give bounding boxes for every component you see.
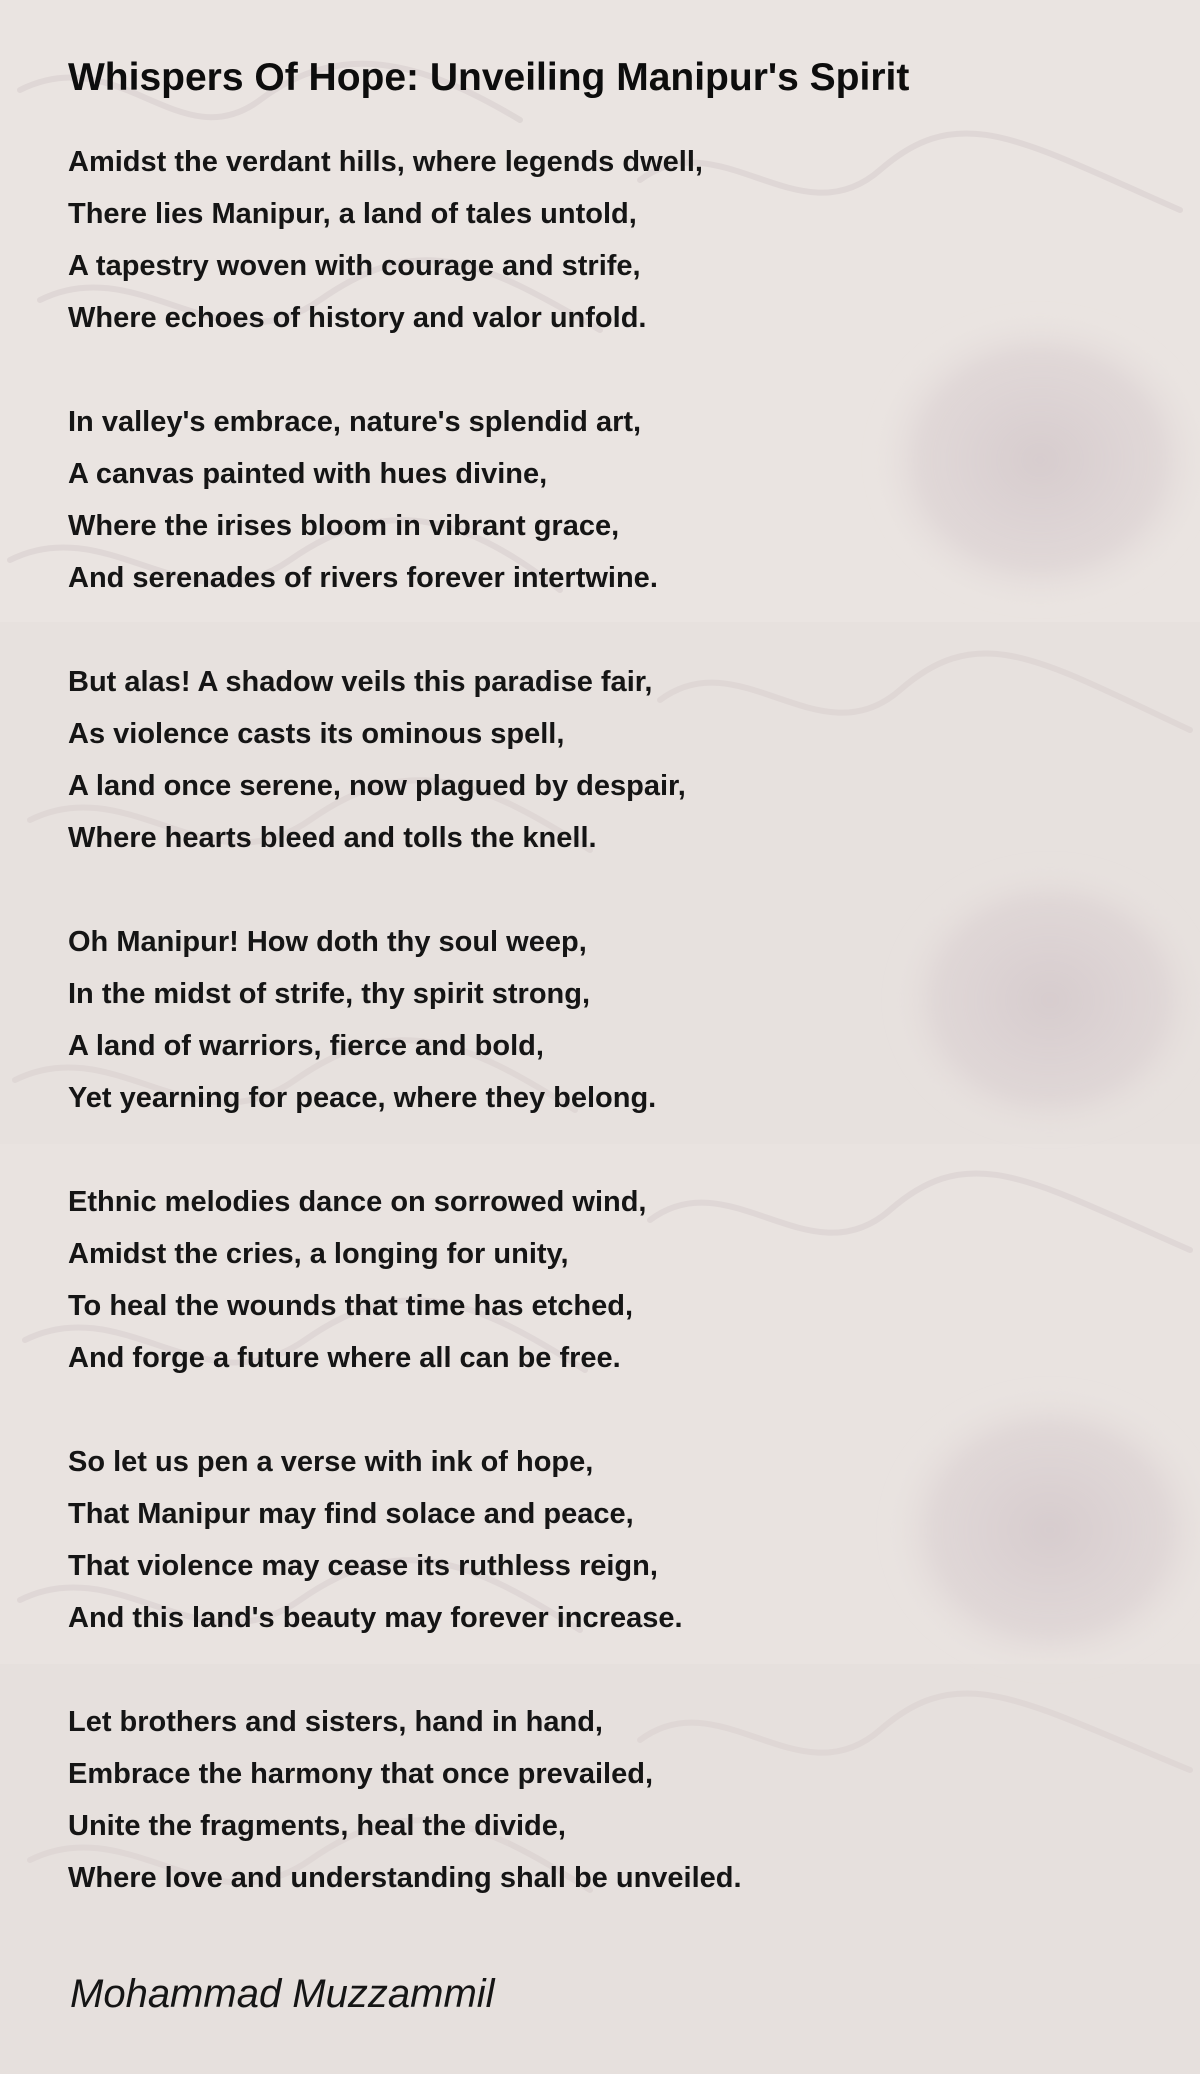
poem-title: Whispers Of Hope: Unveiling Manipur's Spirit [68, 56, 910, 99]
poem-line: And forge a future where all can be free. [68, 1342, 621, 1374]
poem-line: Where hearts bleed and tolls the knell. [68, 822, 597, 854]
poem-line: To heal the wounds that time has etched, [68, 1290, 634, 1322]
poem-line: Oh Manipur! How doth thy soul weep, [68, 926, 587, 958]
stanza [68, 656, 1148, 864]
poem-line: Where the irises bloom in vibrant grace, [68, 510, 620, 542]
stanza [68, 396, 1148, 604]
poem-line: Unite the fragments, heal the divide, [68, 1810, 566, 1842]
stanza [68, 916, 1148, 1124]
stanza [68, 1436, 1148, 1644]
stanza [68, 1176, 1148, 1384]
stanza [68, 136, 1148, 344]
poem-line: Amidst the verdant hills, where legends dwell, [68, 146, 703, 178]
poem-line: So let us pen a verse with ink of hope, [68, 1446, 594, 1478]
poem-line: There lies Manipur, a land of tales untold, [68, 198, 637, 230]
poem-line: Let brothers and sisters, hand in hand, [68, 1706, 603, 1738]
poem-line: In valley's embrace, nature's splendid art, [68, 406, 642, 438]
poem-line: A tapestry woven with courage and strife, [68, 250, 641, 282]
poem-line: Ethnic melodies dance on sorrowed wind, [68, 1186, 647, 1218]
poem-line: Where love and understanding shall be unveiled. [68, 1862, 742, 1894]
poem-line: A land of warriors, fierce and bold, [68, 1030, 544, 1062]
poem-line: Where echoes of history and valor unfold. [68, 302, 647, 334]
poem-line: That violence may cease its ruthless reign, [68, 1550, 658, 1582]
poem-author: Mohammad Muzzammil [70, 1972, 495, 2016]
poem-line: A canvas painted with hues divine, [68, 458, 548, 490]
stanza [68, 1696, 1148, 1904]
poem-line: Amidst the cries, a longing for unity, [68, 1238, 569, 1270]
poem-line: Embrace the harmony that once prevailed, [68, 1758, 654, 1790]
poem-container [68, 54, 1148, 1956]
poem-line: In the midst of strife, thy spirit strong, [68, 978, 591, 1010]
poem-line: That Manipur may find solace and peace, [68, 1498, 634, 1530]
poem-line: And this land's beauty may forever increase. [68, 1602, 683, 1634]
poem-line: But alas! A shadow veils this paradise fair, [68, 666, 653, 698]
poem-line: Yet yearning for peace, where they belong. [68, 1082, 657, 1114]
poem-line: As violence casts its ominous spell, [68, 718, 565, 750]
poem-line: A land once serene, now plagued by despair, [68, 770, 686, 802]
poem-line: And serenades of rivers forever intertwine. [68, 562, 658, 594]
